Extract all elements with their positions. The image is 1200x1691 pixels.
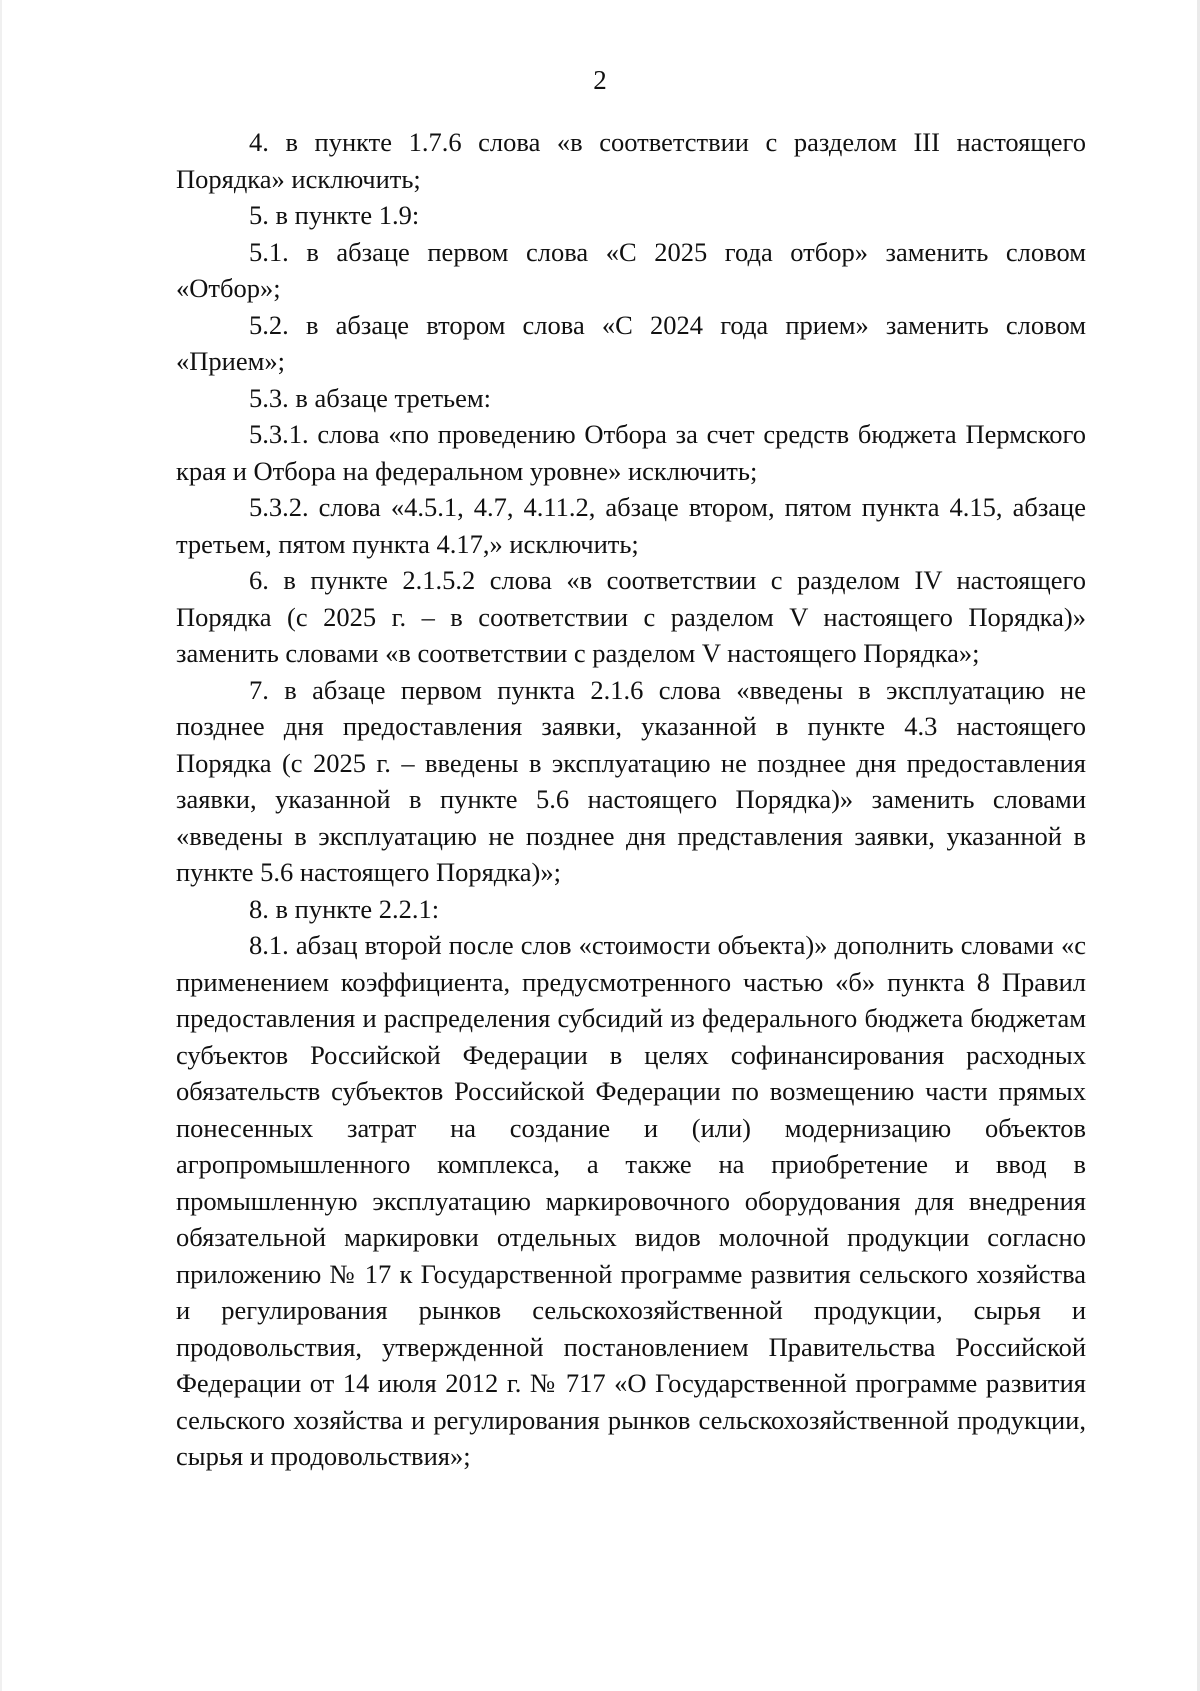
paragraph-item-4: 4. в пункте 1.7.6 слова «в соответствии с разделом III настоящего Порядка» исключить; xyxy=(176,127,1086,194)
paragraph-item-6: 6. в пункте 2.1.5.2 слова «в соответствии с разделом IV настоящего Порядка (с 2025 г. – в соответствии с разделом V настоящего Порядка)» заменить словами «в соответствии с разделом V настоящего Порядка»; xyxy=(176,565,1086,668)
paragraph-item-5-3-2: 5.3.2. слова «4.5.1, 4.7, 4.11.2, абзаце втором, пятом пункта 4.15, абзаце третьем, пятом пункта 4.17,» исключить; xyxy=(176,492,1086,559)
paragraph-item-5-3-1: 5.3.1. слова «по проведению Отбора за счет средств бюджета Пермского края и Отбора на федеральном уровне» исключить; xyxy=(176,419,1086,486)
paragraph-item-5-3: 5.3. в абзаце третьем: xyxy=(249,382,492,413)
paragraph-item-5-2: 5.2. в абзаце втором слова «С 2024 года прием» заменить словом «Прием»; xyxy=(176,309,1086,376)
paragraph-item-5: 5. в пункте 1.9: xyxy=(249,200,420,230)
paragraph-item-8: 8. в пункте 2.2.1: xyxy=(249,893,440,924)
paragraph-item-5-1: 5.1. в абзаце первом слова «С 2025 года отбор» заменить словом «Отбор»; xyxy=(176,236,1086,303)
paragraph-item-7: 7. в абзаце первом пункта 2.1.6 слова «введены в эксплуатацию не позднее дня предоставления заявки, указанной в пункте 4.3 настоящего Порядка (с 2025 г. – введены в эксплуатацию не позднее дня предоставления заявки, указанной в пункте 5.6 настоящего Порядка)» заменить словами «введены в эксплуатацию не позднее дня представления заявки, указанной в пункте 5.6 настоящего Порядка)»; xyxy=(176,674,1086,887)
paragraph-item-8-1: 8.1. абзац второй после слов «стоимости объекта)» дополнить словами «с применением коэффициента, предусмотренного частью «б» пункта 8 Правил предоставления и распределения субсидий из федерального бюджета бюджетам субъектов Российской Федерации в целях софинансирования расходных обязательств субъектов Российской Федерации по возмещению части прямых понесенных затрат на создание и (или) модернизацию объектов агропромышленного комплекса, а также на приобретение и ввод в промышленную эксплуатацию маркировочного оборудования для внедрения обязательной маркировки отдельных видов молочной продукции согласно приложению № 17 к Государственной программе развития сельского хозяйства и регулирования рынков сельскохозяйственной продукции, сырья и продовольствия, утвержденной постановлением Правительства Российской Федерации от 14 июля 2012 г. № 717 «О Государственной программе развития сельского хозяйства и регулирования рынков сельскохозяйственной продукции, сырья и продовольствия»; xyxy=(176,930,1086,1471)
page-number: 2 xyxy=(593,65,607,95)
document-body xyxy=(176,124,1086,1475)
scan-edge-left xyxy=(0,0,2,1691)
